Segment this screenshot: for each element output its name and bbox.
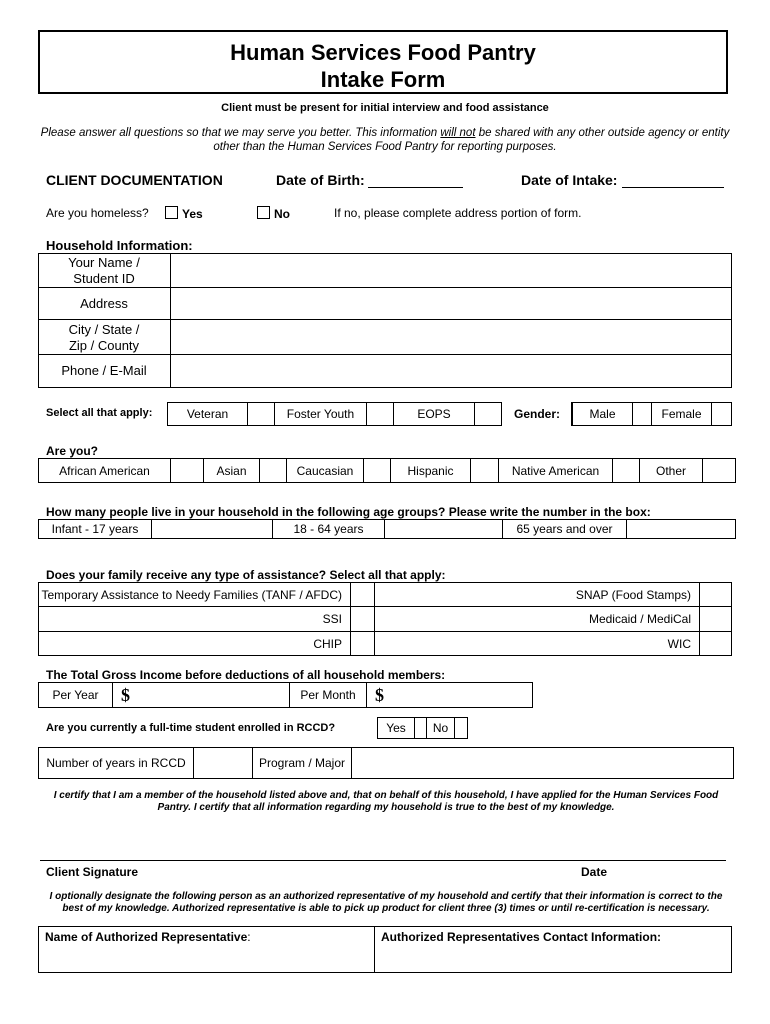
homeless-yes-checkbox[interactable] [165,206,178,219]
household-divider-v [170,253,171,388]
assist-snap: SNAP (Food Stamps) [374,582,700,607]
assistance-question: Does your family receive any type of assistance? Select all that apply: [46,568,446,582]
per-month-currency: $ [375,684,384,705]
household-label-name-1: Your Name / [68,255,140,270]
checkbox-female[interactable] [711,402,732,426]
dob-field[interactable] [368,171,463,188]
eth-caucasian: Caucasian [286,458,364,483]
city-input[interactable] [172,321,730,353]
address-input[interactable] [172,289,730,318]
intro-part1: Please answer all questions so that we may serve you better. This information [40,127,441,139]
household-label-city-1: City / State / [68,322,140,337]
household-label-name [38,255,170,287]
per-year-input[interactable] [112,682,290,708]
eth-african-american-box[interactable] [170,458,204,483]
years-label: Number of years in RCCD [38,747,194,779]
homeless-no-option[interactable] [257,206,290,221]
intro-text [40,126,730,154]
household-heading: Household Information: [46,238,193,253]
option-eops: EOPS [393,402,475,426]
years-input[interactable] [193,747,253,779]
per-month-input[interactable] [366,682,533,708]
homeless-no-label: No [274,207,290,221]
option-veteran: Veteran [167,402,248,426]
eth-other-box[interactable] [702,458,736,483]
intro-emph: will not [440,127,476,139]
signature-label: Client Signature [46,865,139,879]
phone-input[interactable] [172,356,730,387]
age-groups-question: How many people live in your household in the following age groups? Please write the number in the box: [46,505,651,519]
eth-hispanic-box[interactable] [470,458,499,483]
rep-contact-box[interactable] [374,926,732,973]
rep-name-text: Name of Authorized Representative [45,930,248,944]
checkbox-female-space[interactable] [632,402,652,426]
option-female: Female [651,402,712,426]
title-box [38,30,728,94]
intake-label: Date of Intake: [521,172,618,188]
rep-name-colon: : [247,930,251,944]
age-senior: 65 years and over [502,519,627,539]
assist-tanf-box[interactable] [350,582,375,607]
household-divider-2 [38,319,732,320]
household-label-name-2: Student ID [73,271,135,286]
household-divider-1 [38,287,732,288]
age-adult-box[interactable] [384,519,503,539]
rep-contact-label: Authorized Representatives Contact Information: [381,930,662,944]
assist-tanf: Temporary Assistance to Needy Families (TANF / AFDC) [38,582,351,607]
subtitle: Client must be present for initial interview and food assistance [221,102,549,114]
checkbox-eops[interactable] [474,402,502,426]
assist-chip-box[interactable] [350,631,375,656]
eth-asian-box[interactable] [259,458,287,483]
form-title-line2: Intake Form [320,67,446,92]
student-yes[interactable]: Yes [377,717,415,739]
homeless-no-checkbox[interactable] [257,206,270,219]
representative-text: I optionally designate the following person as an authorized representative of my household and certify that their information is correct to the best of my knowledge. Authorized representative is able to pick up product for client three (3) times or until re-certification is necessary. [49,891,723,914]
intro-part2: be shared with any other outside agency or entity other than the Human Services Food Pantry for reporting purposes. [213,127,730,153]
eth-native-american-box[interactable] [612,458,640,483]
certify-text: I certify that I am a member of the household listed above and, that on behalf of this household, I have applied for the Human Services Food Pantry. I certify that all information regarding my household is true to the best of my knowledge. [53,790,719,813]
age-infant-box[interactable] [151,519,273,539]
age-infant: Infant - 17 years [38,519,152,539]
household-divider-3 [38,354,732,355]
option-foster-youth: Foster Youth [274,402,367,426]
assist-ssi-box[interactable] [350,606,375,632]
rep-name-label [45,930,251,944]
eth-hispanic: Hispanic [390,458,471,483]
homeless-yes-option[interactable] [165,206,203,221]
assist-wic: WIC [374,631,700,656]
form-title-line1: Human Services Food Pantry [230,40,536,65]
client-doc-heading: CLIENT DOCUMENTATION [46,172,223,188]
homeless-question: Are you homeless? [46,206,149,220]
assist-medicaid-box[interactable] [699,606,732,632]
per-month-label: Per Month [289,682,367,708]
per-year-label: Per Year [38,682,113,708]
household-label-city [38,322,170,354]
checkbox-foster-youth[interactable] [366,402,394,426]
gender-label: Gender: [514,407,561,421]
household-label-city-2: Zip / County [68,338,140,353]
assist-snap-box[interactable] [699,582,732,607]
eth-caucasian-box[interactable] [363,458,391,483]
checkbox-veteran[interactable] [247,402,275,426]
assist-wic-box[interactable] [699,631,732,656]
assist-medicaid: Medicaid / MediCal [374,606,700,632]
eth-asian: Asian [203,458,260,483]
option-male: Male [572,402,633,426]
student-question: Are you currently a full-time student enrolled in RCCD? [46,722,336,734]
eth-african-american: African American [38,458,171,483]
student-no-box[interactable] [454,717,468,739]
homeless-note: If no, please complete address portion of form. [334,206,582,220]
household-label-address: Address [80,296,128,311]
household-label-phone: Phone / E-Mail [61,363,147,378]
eth-other: Other [639,458,703,483]
program-input[interactable] [351,747,734,779]
select-all-label: Select all that apply: [46,407,153,419]
assist-ssi: SSI [38,606,351,632]
dob-label: Date of Birth: [276,172,365,188]
intake-field[interactable] [622,171,724,188]
program-label: Program / Major [252,747,352,779]
age-senior-box[interactable] [626,519,736,539]
rep-name-box[interactable] [38,926,375,973]
date-label: Date [581,865,608,879]
name-input[interactable] [172,255,730,286]
assist-chip: CHIP [38,631,351,656]
income-heading: The Total Gross Income before deductions of all household members: [46,668,446,682]
student-no[interactable]: No [426,717,455,739]
per-year-currency: $ [121,684,130,705]
ethnicity-question: Are you? [46,444,99,458]
homeless-yes-label: Yes [182,207,203,221]
signature-line[interactable] [40,859,726,861]
age-adult: 18 - 64 years [272,519,385,539]
eth-native-american: Native American [498,458,613,483]
